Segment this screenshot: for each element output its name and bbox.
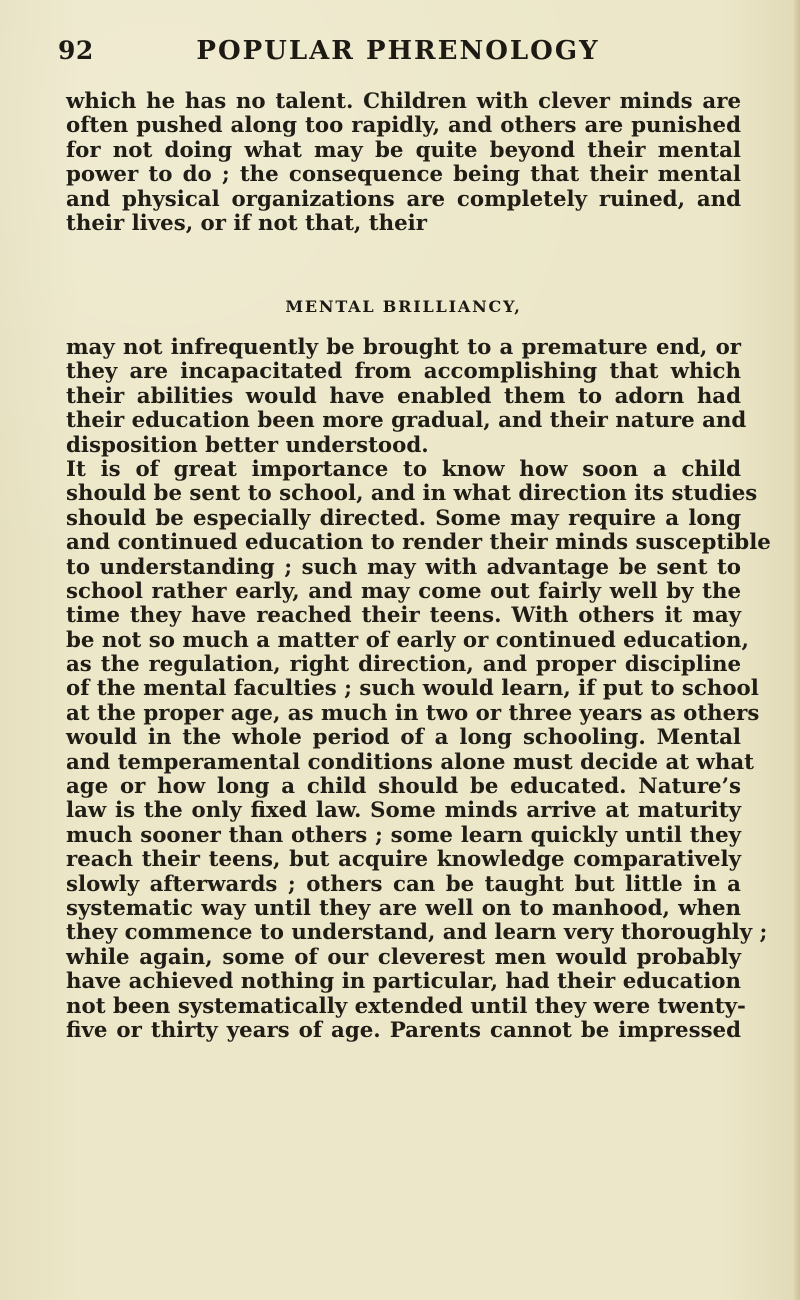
body-text-line: have achieved nothing in particular, had their education	[66, 969, 741, 995]
body-text-line: and temperamental conditions alone must decide at what	[66, 749, 754, 775]
body-text-line: they are incapacitated from accomplishing that which	[66, 359, 741, 385]
body-text-line: of the mental faculties ; such would learn, if put to school	[66, 676, 759, 702]
body-text-line: not been systematically extended until they were twenty-	[66, 993, 746, 1019]
body-text-line: would in the whole period of a long schooling. Mental	[66, 725, 741, 751]
body-text-line: often pushed along too rapidly, and others are punished	[66, 113, 741, 139]
body-text-line: while again, some of our cleverest men would probably	[66, 944, 741, 970]
body-text-line: It is of great importance to know how soon a child	[66, 456, 741, 482]
body-text-line: they commence to understand, and learn very thoroughly ;	[66, 920, 768, 946]
body-text-line: age or how long a child should be educated. Nature’s	[66, 774, 741, 800]
body-text-line: be not so much a matter of early or continued education,	[66, 627, 749, 653]
body-text-line: for not doing what may be quite beyond their mental	[66, 137, 741, 163]
body-text-line: and physical organizations are completely ruined, and	[66, 186, 741, 212]
body-text-line: may not infrequently be brought to a premature end, or	[66, 335, 741, 360]
body-text-line: should be especially directed. Some may require a long	[66, 505, 741, 531]
page-number: 92	[58, 36, 94, 65]
body-text-line: as the regulation, right direction, and proper discipline	[66, 652, 741, 678]
body-text-line: slowly afterwards ; others can be taught but little in a	[66, 871, 741, 897]
body-text-block-1	[66, 90, 741, 236]
body-text-line: school rather early, and may come out fairly well by the	[66, 578, 741, 604]
page-header	[58, 34, 738, 74]
body-text-line: their education been more gradual, and their nature and	[66, 408, 747, 434]
body-text-line: five or thirty years of age. Parents cannot be impressed	[66, 1017, 741, 1043]
body-text-line: systematic way until they are well on to manhood, when	[66, 895, 741, 921]
body-text-line: and continued education to render their minds susceptible	[66, 530, 771, 556]
body-text-line: should be sent to school, and in what direction its studies	[66, 481, 758, 507]
section-heading: MENTAL BRILLIANCY,	[285, 297, 522, 316]
body-text-line: their lives, or if not that, their	[66, 210, 427, 236]
body-text-line: power to do ; the consequence being that their mental	[66, 162, 741, 188]
body-text-line: disposition better understood.	[66, 432, 429, 458]
body-text-line: to understanding ; such may with advantage be sent to	[66, 554, 741, 580]
body-text-line: time they have reached their teens. With others it may	[66, 603, 741, 629]
body-text-line: which he has no talent. Children with clever minds are	[66, 89, 741, 114]
running-title: POPULAR PHRENOLOGY	[196, 36, 600, 66]
body-text-line: their abilities would have enabled them to adorn had	[66, 383, 741, 409]
body-text-line: reach their teens, but acquire knowledge comparatively	[66, 847, 741, 873]
body-text-line: at the proper age, as much in two or three years as others	[66, 700, 760, 726]
body-text-line: law is the only fixed law. Some minds arrive at maturity	[66, 798, 741, 824]
body-text-line: much sooner than others ; some learn quickly until they	[66, 822, 741, 848]
body-text-block-2	[66, 335, 771, 1043]
